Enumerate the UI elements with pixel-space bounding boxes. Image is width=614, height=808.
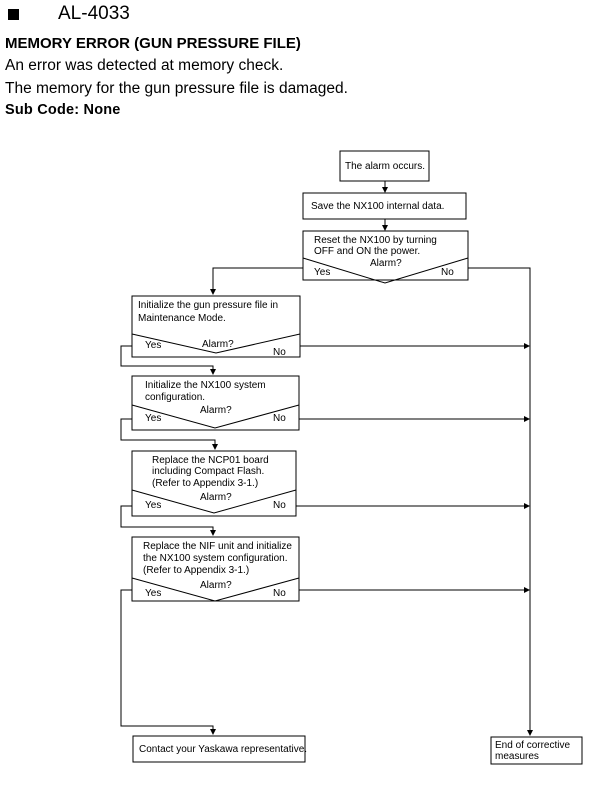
init-system-text-2: configuration. bbox=[145, 392, 206, 403]
yes-label: Yes bbox=[314, 267, 331, 278]
no-label: No bbox=[273, 500, 286, 511]
yes-label: Yes bbox=[145, 500, 162, 511]
end-text-2: measures bbox=[495, 751, 539, 762]
decision-label: Alarm? bbox=[200, 492, 232, 503]
replace-ncp-text-3: (Refer to Appendix 3-1.) bbox=[152, 478, 259, 489]
decision-label: Alarm? bbox=[200, 405, 232, 416]
alarm-code: AL-4033 bbox=[58, 3, 130, 24]
description-line-1: An error was detected at memory check. bbox=[5, 57, 284, 74]
save-text: Save the NX100 internal data. bbox=[311, 201, 445, 212]
init-system-text-1: Initialize the NX100 system bbox=[145, 380, 266, 391]
replace-nif-text-1: Replace the NIF unit and initialize bbox=[143, 541, 292, 552]
replace-ncp-text-1: Replace the NCP01 board bbox=[152, 455, 269, 466]
reset-text-2: OFF and ON the power. bbox=[314, 246, 421, 257]
contact-text: Contact your Yaskawa representative. bbox=[139, 744, 308, 755]
reset-text-1: Reset the NX100 by turning bbox=[314, 235, 437, 246]
replace-nif-text-3: (Refer to Appendix 3-1.) bbox=[143, 565, 250, 576]
init-gun-text-2: Maintenance Mode. bbox=[138, 313, 226, 324]
init-gun-text-1: Initialize the gun pressure file in bbox=[138, 300, 279, 311]
replace-nif-text-2: the NX100 system configuration. bbox=[143, 553, 288, 564]
alarm-title: MEMORY ERROR (GUN PRESSURE FILE) bbox=[5, 35, 301, 52]
decision-label: Alarm? bbox=[200, 580, 232, 591]
replace-ncp-text-2: including Compact Flash. bbox=[152, 466, 265, 477]
description-line-2: The memory for the gun pressure file is damaged. bbox=[5, 80, 348, 97]
yes-label: Yes bbox=[145, 413, 162, 424]
end-text-1: End of corrective bbox=[495, 740, 571, 751]
yes-label: Yes bbox=[145, 340, 162, 351]
no-label: No bbox=[441, 267, 454, 278]
sub-code: Sub Code: None bbox=[5, 102, 121, 118]
yes-label: Yes bbox=[145, 588, 162, 599]
no-label: No bbox=[273, 347, 286, 358]
decision-label: Alarm? bbox=[370, 258, 402, 269]
no-label: No bbox=[273, 413, 286, 424]
no-label: No bbox=[273, 588, 286, 599]
start-text: The alarm occurs. bbox=[345, 161, 426, 172]
decision-label: Alarm? bbox=[202, 339, 234, 350]
